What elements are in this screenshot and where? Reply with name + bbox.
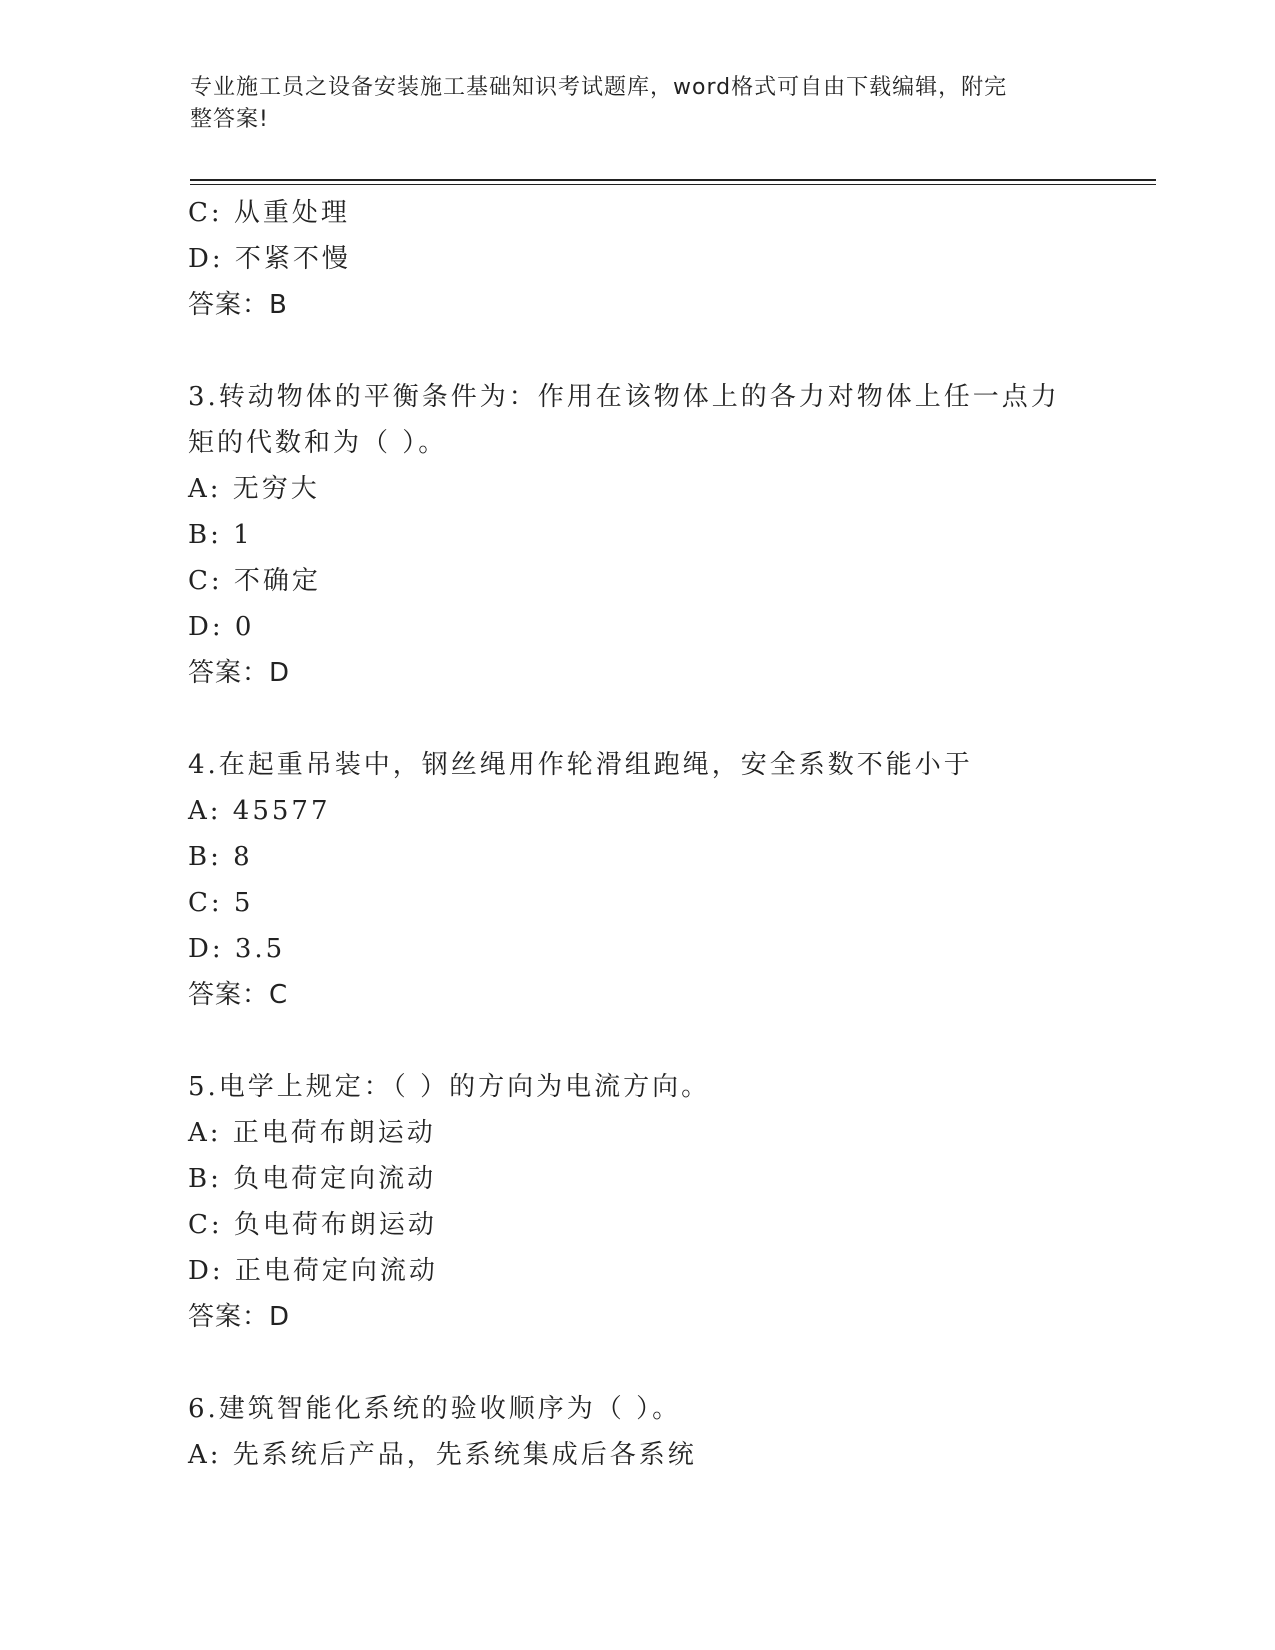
- header-line-2: 整答案!: [190, 107, 269, 132]
- option-a: A: 先系统后产品，先系统集成后各系统: [188, 1440, 697, 1470]
- header-rule-thick: [190, 179, 1156, 181]
- option-d: D: 3.5: [188, 934, 286, 964]
- answer: 答案：D: [188, 658, 291, 688]
- option-c: C: 5: [188, 888, 254, 918]
- option-c: C: 不确定: [188, 566, 321, 596]
- question-3: [188, 374, 1088, 696]
- option-b: B: 1: [188, 520, 253, 550]
- answer: 答案：D: [188, 1302, 291, 1332]
- option-a: A: 正电荷布朗运动: [188, 1118, 436, 1148]
- option-b: B: 8: [188, 842, 253, 872]
- page-header: [190, 72, 1090, 136]
- question-list: [188, 190, 1088, 1478]
- option-c: C: 负电荷布朗运动: [188, 1210, 437, 1240]
- question-stem: 4.在起重吊装中，钢丝绳用作轮滑组跑绳，安全系数不能小于: [188, 750, 973, 780]
- option-a: A: 45577: [188, 796, 331, 826]
- option-a: A: 无穷大: [188, 474, 320, 504]
- option-d: D: 正电荷定向流动: [188, 1256, 438, 1286]
- question-stem: 5.电学上规定：（ ）的方向为电流方向。: [188, 1072, 711, 1102]
- option-c: C: 从重处理: [188, 198, 350, 228]
- header-line-1: 专业施工员之设备安装施工基础知识考试题库，word格式可自由下载编辑，附完: [190, 75, 1008, 100]
- question-stem: 6.建筑智能化系统的验收顺序为（ ）。: [188, 1394, 682, 1424]
- question-5: [188, 1064, 1088, 1340]
- question-stem: 3.转动物体的平衡条件为：作用在该物体上的各力对物体上任一点力: [188, 382, 1060, 412]
- spacer: [188, 1018, 1088, 1064]
- option-b: B: 负电荷定向流动: [188, 1164, 437, 1194]
- option-d: D: 不紧不慢: [188, 244, 351, 274]
- spacer: [188, 1340, 1088, 1386]
- question-stem-cont: 矩的代数和为（ ）。: [188, 428, 448, 458]
- answer: 答案：B: [188, 290, 288, 320]
- answer: 答案：C: [188, 980, 289, 1010]
- question-4: [188, 742, 1088, 1018]
- option-d: D: 0: [188, 612, 255, 642]
- question-6: [188, 1386, 1088, 1478]
- header-rule-thin: [190, 184, 1156, 185]
- spacer: [188, 696, 1088, 742]
- question-2-tail: [188, 190, 1088, 328]
- spacer: [188, 328, 1088, 374]
